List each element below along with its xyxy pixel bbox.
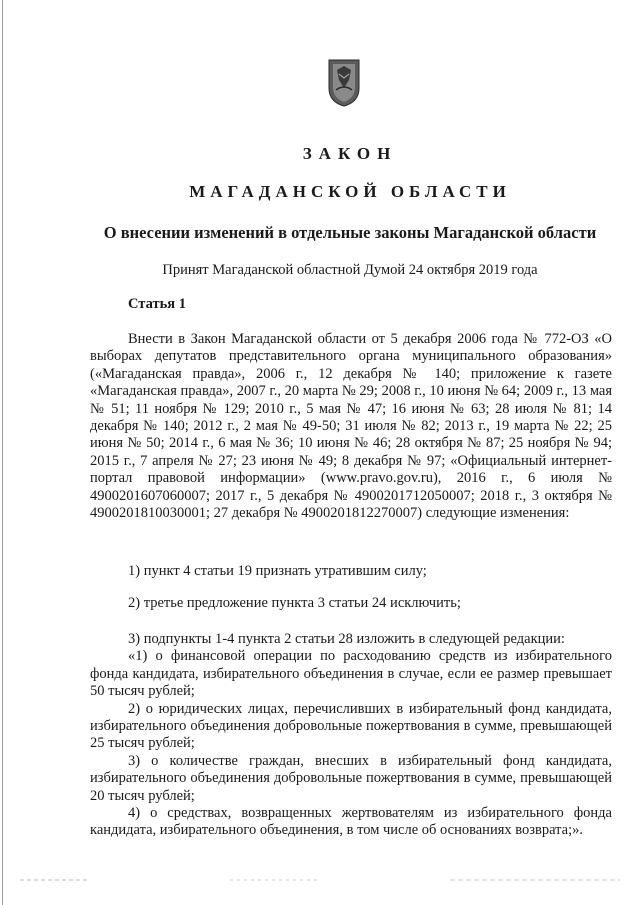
region-title: МАГАДАНСКОЙ ОБЛАСТИ — [189, 182, 511, 201]
adoption-line: Принят Магаданской областной Думой 24 октября 2019 года — [162, 262, 538, 278]
law-subject-title: О внесении изменений в отдельные законы Магаданской области — [103, 223, 597, 242]
list-item-2: 2) третье предложение пункта 3 статьи 24 исключить; — [128, 595, 461, 611]
article-heading: Статья 1 — [128, 296, 186, 312]
intro-paragraph: Внести в Закон Магаданской области от 5 декабря 2006 года № 772-ОЗ «О выборах депутатов представительного органа муниципального образования» («Магаданская правда», 2006 г., 12 декабря № 140; приложение к газете «Магаданская правда», 2007 г., 20 марта № 29; 2008 г., 10 июня № 64; 2009 г., 13 мая № 51; 11 ноября № 129; 2010 г., 5 мая № 47; 16 июня № 63; 28 июля № 81; 14 декабря № 140; 2012 г., 2 мая № 49-50; 31 июля № 82; 2013 г., 19 марта № 22; 25 июня № 50; 2014 г., 6 мая № 36; 10 июня № 46; 28 октября № 87; 25 ноября № 94; 2015 г., 7 апреля № 27; 23 июня № 49; 8 декабря № 97; «Официальный интернет-портал правовой информации» (www.pravo.gov.ru), 2016 г., 6 июля № 4900201607060007; 2017 г., 5 декабря № 4900201712050007; 2018 г., 3 октября № 4900201810030001; 27 декабря № 4900201812270007) следующие изменения: — [90, 331, 612, 522]
subitem-2: 2) о юридических лицах, перечисливших в избирательный фонд кандидата, избирательного объединения добровольные пожертвования в сумме, превышающей 25 тысяч рублей; — [90, 700, 612, 752]
subitem-3: 3) о количестве граждан, внесших в избирательный фонд кандидата, избирательного объединения добровольные пожертвования в сумме, превышающей 20 тысяч рублей; — [90, 752, 612, 804]
list-item-3: 3) подпункты 1-4 пункта 2 статьи 28 изложить в следующей редакции: — [128, 631, 565, 647]
scan-footer-marks — [20, 878, 620, 882]
law-title: ЗАКОН — [302, 144, 398, 163]
scan-edge-line — [2, 0, 3, 905]
list-item-1: 1) пункт 4 статьи 19 признать утратившим силу; — [128, 563, 427, 579]
coat-of-arms-icon — [327, 58, 361, 108]
subitem-4: 4) о средствах, возвращенных жертвователям из избирательного фонда кандидата, избирательного объединения, в том числе об основаниях возврата;». — [90, 805, 612, 839]
subitem-1: «1) о финансовой операции по расходованию средств из избирательного фонда кандидата, избирательного объединения в случае, если ее размер превышает 50 тысяч рублей; — [90, 648, 612, 700]
list-item-3-block — [90, 631, 612, 840]
